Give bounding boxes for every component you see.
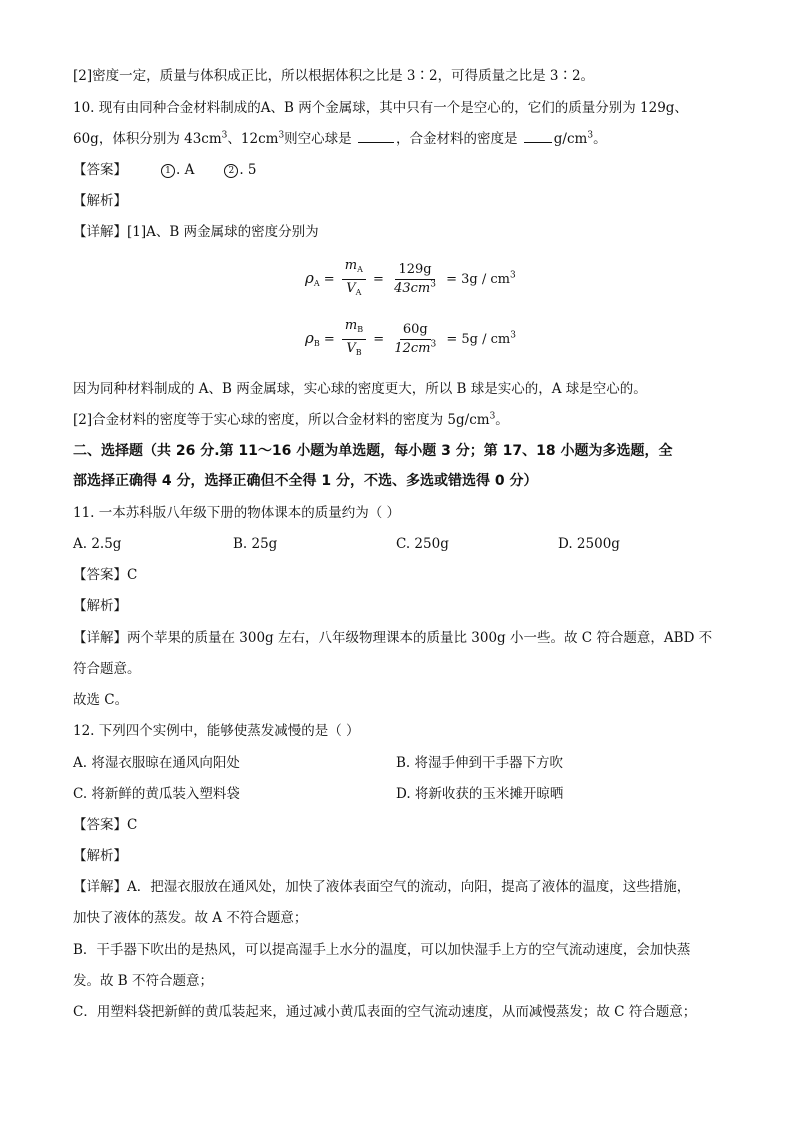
rho-symbol: ρ	[305, 329, 314, 347]
conclusion-line: [2]合金材料的密度等于实心球的密度，所以合金材料的密度为 $5g/cm^3$。	[73, 411, 509, 428]
q10-text: g/cm	[553, 131, 588, 147]
answer-line: 【答案】C	[73, 567, 138, 583]
analysis-label: 【解析】	[73, 598, 127, 614]
analysis-label: 【解析】	[73, 848, 127, 864]
fraction: $\frac{129g}{43cm^3}$	[394, 262, 436, 296]
section-heading: 二、选择题（共 26 分.第 11～16 小题为单选题，每小题 3 分；第 17、18 小题为多选题，全	[73, 443, 673, 459]
superscript: 3	[587, 130, 594, 141]
conclusion-line: 因为同种材料制成的 A、B 两金属球，实心球的密度更大，所以 B 球是实心的，A 球是空心的。	[73, 381, 647, 397]
detail-line: 【详解】A．把湿衣服放在通风处，加快了液体表面空气的流动，向阳，提高了液体的温度，这些措施，	[73, 879, 691, 895]
rho-symbol: ρ	[305, 269, 314, 287]
formula-result: = 3g / cm	[446, 272, 510, 287]
detail-line: 符合题意。	[73, 661, 141, 677]
q10-text: 、12cm	[227, 131, 279, 147]
option-d: D. 2500g	[558, 536, 620, 552]
fraction: $\frac{m_A}{V_A}$	[342, 258, 366, 301]
fraction: $\frac{m_B}{V_B}$	[342, 318, 366, 361]
circled-number-icon: 2	[224, 164, 238, 178]
analysis-label: 【解析】	[73, 193, 127, 209]
q10-text: 。	[593, 131, 607, 147]
superscript: 3	[489, 411, 496, 422]
subscript: B	[313, 339, 320, 348]
detail-line: B．干手器下吹出的是热风，可以提高湿手上水分的温度，可以加快湿手上方的空气流动速度，会加快蒸	[73, 942, 691, 958]
q10-text: 60g，体积分别为 43cm	[73, 131, 222, 147]
option-d: D. 将新收获的玉米摊开晾晒	[396, 786, 564, 802]
answer-value: . A	[176, 162, 195, 178]
q10-text: ，合金材料的密度是	[395, 131, 522, 147]
question-10-stem-line1: 10. 现有由同种合金材料制成的A、B 两个金属球，其中只有一个是空心的，它们的质量分别为 129g、	[73, 100, 688, 116]
detail-line: C．用塑料袋把新鲜的黄瓜装起来，通过减小黄瓜表面的空气流动速度，从而减慢蒸发；故 C 符合题意；	[73, 1004, 697, 1020]
detail-line: 加快了液体的蒸发。故 A 不符合题意；	[73, 910, 308, 926]
option-a: A. 2.5g	[73, 536, 122, 552]
answer-line	[73, 161, 257, 179]
option-c: C. 将新鲜的黄瓜装入塑料袋	[73, 786, 240, 802]
option-a: A. 将湿衣服晾在通风向阳处	[73, 755, 240, 771]
detail-line: 发。故 B 不符合题意；	[73, 973, 214, 989]
answer-blank	[358, 130, 394, 143]
detail-line: 故选 C。	[73, 692, 129, 708]
superscript: 3	[278, 130, 285, 141]
detail-line: 【详解】两个苹果的质量在 300g 左右，八年级物理课本的质量比 300g 小一些。故 C 符合题意，ABD 不	[73, 630, 713, 646]
question-10-stem-line2	[73, 130, 607, 148]
question-12-stem: 12. 下列四个实例中，能够使蒸发减慢的是（ ）	[73, 723, 360, 739]
option-b: B. 25g	[233, 536, 278, 552]
subscript: A	[313, 279, 320, 288]
answer-value: . 5	[239, 162, 257, 178]
formula-density-b: $\rho_B$ = $\frac{m_B}{V_B}$ = $\frac{60g}{12cm^3}$ = $5g / cm^3$	[305, 318, 516, 361]
answer-label: 【答案】	[73, 162, 127, 178]
fraction: $\frac{60g}{12cm^3}$	[394, 322, 437, 356]
question-11-stem: 11. 一本苏科版八年级下册的物体课本的质量约为（ ）	[73, 505, 401, 521]
detail-line: 【详解】[1]A、B 两金属球的密度分别为	[73, 224, 319, 240]
answer-blank	[524, 130, 552, 143]
circled-number-icon: 1	[161, 164, 175, 178]
superscript: 3	[510, 270, 516, 281]
superscript: 3	[510, 330, 516, 341]
option-c: C. 250g	[396, 536, 449, 552]
section-heading: 部选择正确得 4 分，选择正确但不全得 1 分，不选、多选或错选得 0 分）	[73, 473, 538, 489]
formula-density-a: $\rho_A$ = $\frac{m_A}{V_A}$ = $\frac{129g}{43cm^3}$ = $3g / cm^3$	[305, 258, 516, 301]
superscript: 3	[221, 130, 228, 141]
answer-line: 【答案】C	[73, 817, 138, 833]
q10-text: 则空心球是	[284, 131, 356, 147]
formula-result: = 5g / cm	[446, 332, 511, 347]
text-line: [2]密度一定，质量与体积成正比，所以根据体积之比是 3∶2，可得质量之比是 3∶2。	[73, 68, 595, 84]
option-b: B. 将湿手伸到干手器下方吹	[396, 755, 564, 771]
